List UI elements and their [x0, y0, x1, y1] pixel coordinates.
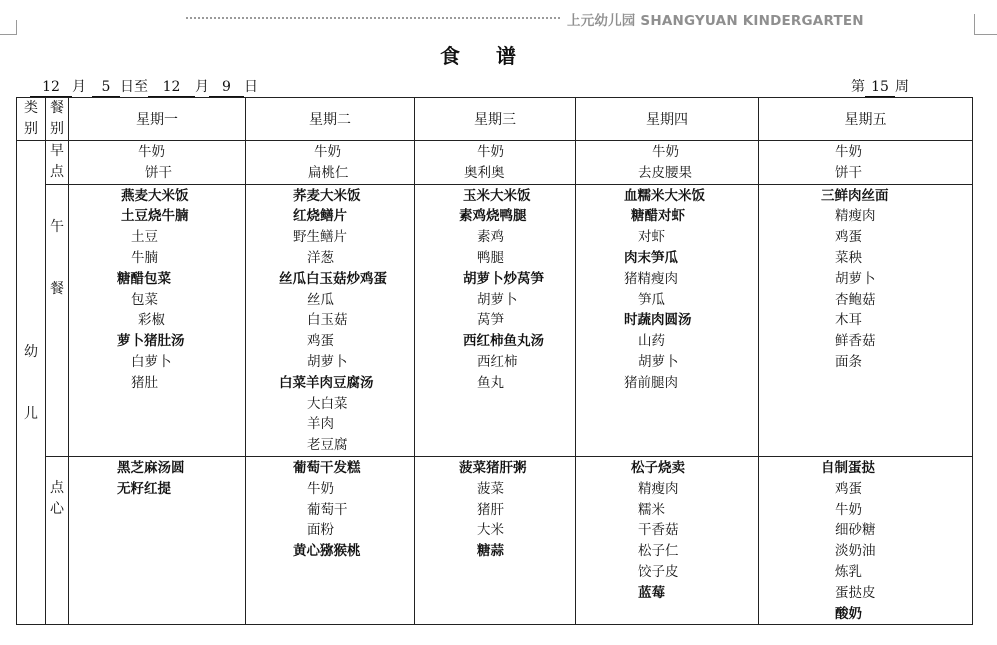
ingredient-item: 饼干 — [145, 164, 172, 181]
meal-name-cell — [46, 456, 69, 624]
dish-name: 黄心猕猴桃 — [293, 543, 361, 560]
ingredient-item: 牛奶 — [835, 501, 862, 518]
ingredient-item: 牛奶 — [477, 144, 504, 160]
menu-cell — [576, 141, 759, 185]
ingredient-item: 扁桃仁 — [308, 164, 349, 181]
ingredient-item: 蛋挞皮 — [835, 584, 876, 601]
ingredient-item: 西红柿 — [477, 353, 518, 370]
dish-name: 素鸡烧鸭腿 — [459, 208, 527, 225]
header-brand: 上元幼儿园 SHANGYUAN KINDERGARTEN — [567, 13, 864, 29]
dish-name: 酸奶 — [835, 605, 862, 622]
ingredient-item: 奥利奥 — [464, 164, 505, 181]
dish-name: 无籽红提 — [117, 480, 171, 497]
dish-name: 葡萄干发糕 — [293, 459, 361, 476]
ingredient-item: 牛奶 — [314, 144, 341, 160]
menu-item-list — [576, 457, 758, 604]
ingredient-item: 土豆 — [131, 229, 158, 246]
ingredient-item: 菠菜 — [477, 480, 504, 497]
menu-cell — [69, 184, 246, 456]
day-char: 日 — [244, 79, 258, 95]
ingredient-item: 鸡蛋 — [307, 333, 334, 350]
category-char: 幼 — [24, 343, 38, 360]
meal-name-cell — [46, 141, 69, 185]
meal-row-breakfast — [17, 141, 973, 185]
header-day-tue: 星期二 — [246, 98, 415, 141]
header-dotted-rule — [186, 17, 560, 19]
ingredient-item: 淡奶油 — [835, 543, 876, 560]
ingredient-item: 饼干 — [835, 164, 862, 181]
ingredient-item: 鱼丸 — [477, 374, 504, 391]
week-number — [851, 76, 909, 97]
ingredient-item: 精瘦肉 — [835, 208, 876, 225]
menu-item-list — [415, 141, 575, 184]
header-day-mon: 星期一 — [69, 98, 246, 141]
dish-name: 时蔬肉圆汤 — [624, 312, 692, 329]
to-char: 日至 — [120, 79, 148, 95]
ingredient-item: 猪前腿肉 — [624, 374, 678, 391]
ingredient-item: 对虾 — [638, 229, 665, 246]
meal-name-char: 午 — [50, 218, 64, 235]
ingredient-item: 面粉 — [307, 522, 334, 539]
dish-name: 玉米大米饭 — [463, 187, 531, 204]
ingredient-item: 牛腩 — [131, 249, 158, 266]
menu-cell — [759, 184, 973, 456]
ingredient-item: 猪精瘦肉 — [624, 270, 678, 287]
header-day-thu: 星期四 — [576, 98, 759, 141]
month-char-1: 月 — [72, 79, 86, 95]
ingredient-item: 猪肚 — [131, 374, 158, 391]
ingredient-item: 松子仁 — [638, 543, 679, 560]
header-meal — [46, 98, 69, 141]
week-suffix: 周 — [895, 79, 909, 95]
ingredient-item: 鸡蛋 — [835, 229, 862, 246]
menu-item-list — [759, 457, 972, 624]
ingredient-item: 山药 — [638, 333, 665, 350]
dish-name: 三鲜肉丝面 — [821, 187, 889, 204]
dish-name: 荞麦大米饭 — [293, 187, 361, 204]
meal-row-lunch — [17, 184, 973, 456]
ingredient-item: 鸭腿 — [477, 249, 504, 266]
menu-item-list — [246, 141, 414, 184]
menu-item-list — [576, 185, 758, 394]
header-category-char: 类 — [24, 100, 38, 116]
menu-cell — [246, 184, 415, 456]
page-corner-mark-right — [974, 14, 997, 35]
ingredient-item: 白萝卜 — [131, 353, 172, 370]
meal-name-char: 早 — [50, 143, 64, 159]
menu-cell — [759, 456, 973, 624]
ingredient-item: 牛奶 — [652, 144, 679, 160]
ingredient-item: 老豆腐 — [307, 437, 348, 454]
menu-item-list — [576, 141, 758, 184]
month-char-2: 月 — [195, 79, 209, 95]
dish-name: 丝瓜白玉菇炒鸡蛋 — [279, 270, 387, 287]
ingredient-item: 羊肉 — [307, 416, 334, 433]
dish-name: 红烧鳝片 — [293, 208, 347, 225]
menu-item-list — [759, 141, 972, 184]
menu-item-list — [69, 457, 245, 500]
ingredient-item: 洋葱 — [307, 249, 334, 266]
ingredient-item: 大白菜 — [307, 395, 348, 412]
ingredient-item: 饺子皮 — [638, 563, 679, 580]
menu-cell — [415, 184, 576, 456]
menu-item-list — [415, 185, 575, 394]
week-value: 15 — [865, 79, 895, 97]
ingredient-item: 菜秧 — [835, 249, 862, 266]
menu-table — [16, 97, 973, 625]
ingredient-item: 胡萝卜 — [307, 353, 348, 370]
meal-name-char: 餐 — [50, 280, 64, 297]
page-corner-mark-left — [0, 20, 17, 35]
ingredient-item: 包菜 — [131, 291, 158, 308]
dish-name: 萝卜猪肚汤 — [117, 333, 185, 350]
ingredient-item: 素鸡 — [477, 229, 504, 246]
ingredient-item: 胡萝卜 — [477, 291, 518, 308]
ingredient-item: 细砂糖 — [835, 522, 876, 539]
start-month: 12 — [30, 79, 72, 97]
menu-cell — [415, 456, 576, 624]
dish-name: 糖蒜 — [477, 543, 504, 560]
ingredient-item: 丝瓜 — [307, 291, 334, 308]
ingredient-item: 木耳 — [835, 312, 862, 329]
end-day: 9 — [209, 79, 244, 97]
ingredient-item: 鸡蛋 — [835, 480, 862, 497]
ingredient-item: 莴笋 — [477, 312, 504, 329]
header-day-fri: 星期五 — [759, 98, 973, 141]
ingredient-item: 猪肝 — [477, 501, 504, 518]
ingredient-item: 牛奶 — [835, 144, 862, 160]
ingredient-item: 彩椒 — [138, 312, 165, 329]
header-category — [17, 98, 46, 141]
meal-name-char: 心 — [50, 500, 64, 517]
ingredient-item: 面条 — [835, 353, 862, 370]
table-header-row — [17, 98, 973, 141]
menu-item-list — [415, 457, 575, 562]
header-meal-char: 别 — [50, 121, 64, 137]
ingredient-item: 炼乳 — [835, 563, 862, 580]
ingredient-item: 牛奶 — [138, 144, 165, 160]
menu-cell — [759, 141, 973, 185]
menu-cell — [576, 184, 759, 456]
ingredient-item: 去皮腰果 — [638, 164, 692, 181]
ingredient-item: 糯米 — [638, 501, 665, 518]
page-title: 食谱 — [440, 44, 552, 68]
dish-name: 黑芝麻汤圆 — [117, 459, 185, 476]
meal-name-char: 点 — [50, 164, 64, 180]
ingredient-item: 精瘦肉 — [638, 480, 679, 497]
dish-name: 胡萝卜炒莴笋 — [463, 270, 544, 287]
menu-cell — [69, 456, 246, 624]
ingredient-item: 干香菇 — [638, 522, 679, 539]
menu-item-list — [69, 141, 245, 184]
dish-name: 糖醋对虾 — [631, 208, 685, 225]
date-range — [30, 76, 258, 97]
ingredient-item: 胡萝卜 — [835, 270, 876, 287]
dish-name: 自制蛋挞 — [821, 459, 875, 476]
menu-item-list — [759, 185, 972, 373]
menu-cell — [415, 141, 576, 185]
ingredient-item: 白玉菇 — [307, 312, 348, 329]
dish-name: 菠菜猪肝粥 — [459, 459, 527, 476]
dish-name: 糖醋包菜 — [117, 270, 171, 287]
header-day-wed: 星期三 — [415, 98, 576, 141]
menu-item-list — [246, 457, 414, 562]
end-month: 12 — [148, 79, 195, 97]
ingredient-item: 胡萝卜 — [638, 353, 679, 370]
dish-name: 蓝莓 — [638, 584, 665, 601]
menu-cell — [246, 141, 415, 185]
dish-name: 燕麦大米饭 — [121, 187, 189, 204]
menu-cell — [69, 141, 246, 185]
ingredient-item: 笋瓜 — [638, 291, 665, 308]
dish-name: 白菜羊肉豆腐汤 — [279, 374, 374, 391]
ingredient-item: 大米 — [477, 522, 504, 539]
week-prefix: 第 — [851, 79, 865, 95]
dish-name: 血糯米大米饭 — [624, 187, 705, 204]
meal-name-cell — [46, 184, 69, 456]
category-char: 儿 — [24, 405, 38, 422]
meal-row-snack — [17, 456, 973, 624]
category-cell — [17, 141, 46, 625]
dish-name: 肉末笋瓜 — [624, 249, 678, 266]
start-day: 5 — [92, 79, 120, 97]
ingredient-item: 鲜香菇 — [835, 333, 876, 350]
dish-name: 松子烧卖 — [631, 459, 685, 476]
menu-item-list — [69, 185, 245, 394]
header-category-char: 别 — [24, 121, 38, 137]
ingredient-item: 葡萄干 — [307, 501, 348, 518]
meal-name-char: 点 — [50, 479, 64, 496]
ingredient-item: 牛奶 — [307, 480, 334, 497]
ingredient-item: 杏鲍菇 — [835, 291, 876, 308]
menu-cell — [576, 456, 759, 624]
header-meal-char: 餐 — [50, 100, 64, 116]
dish-name: 土豆烧牛腩 — [121, 208, 189, 225]
ingredient-item: 野生鳝片 — [293, 229, 347, 246]
dish-name: 西红柿鱼丸汤 — [463, 333, 544, 350]
menu-cell — [246, 456, 415, 624]
menu-item-list — [246, 185, 414, 456]
